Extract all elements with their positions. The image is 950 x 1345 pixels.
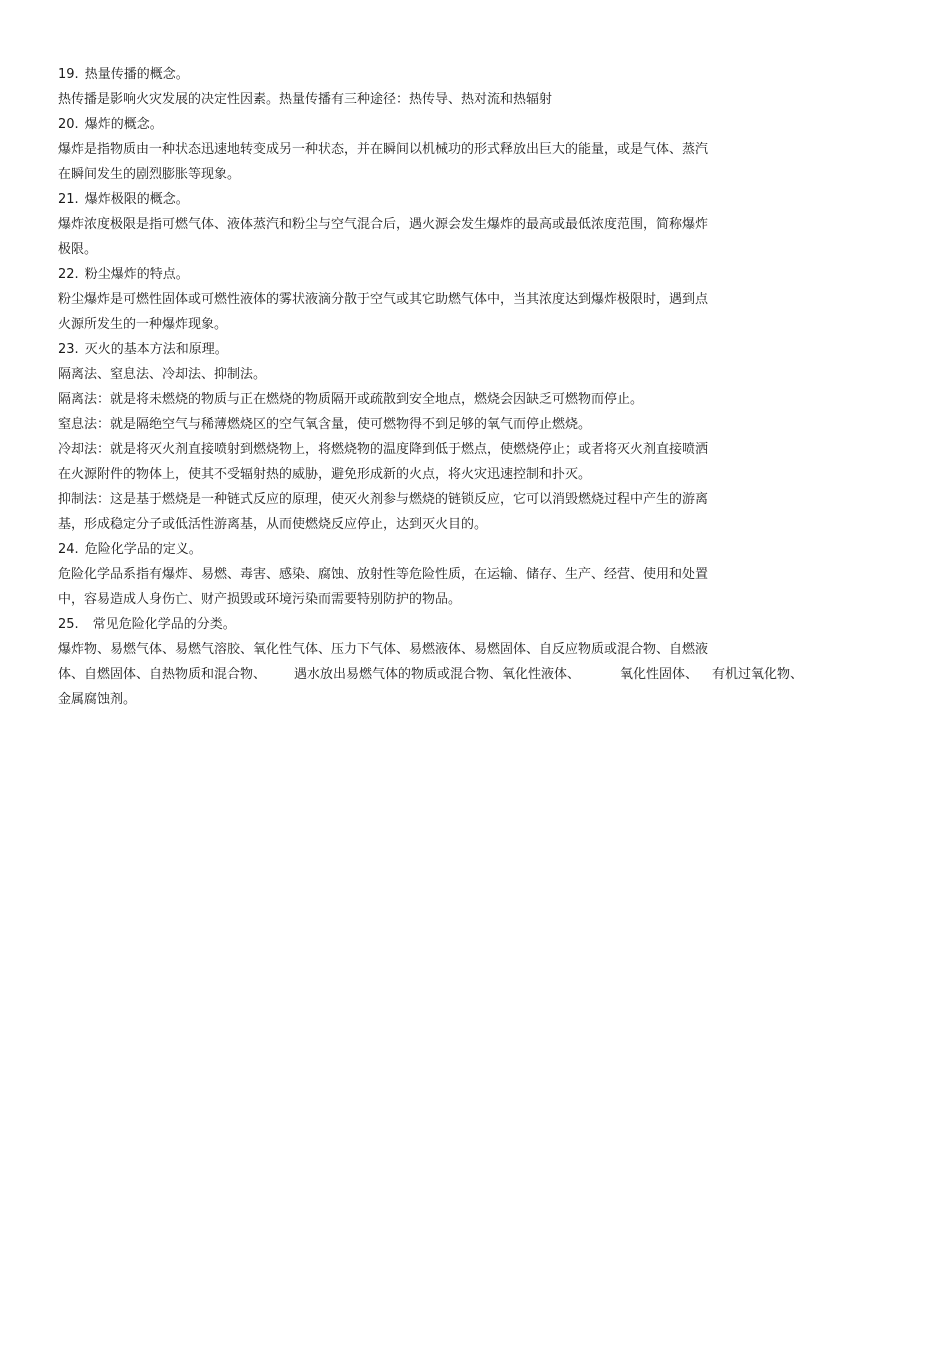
paragraph-line: 火源所发生的一种爆炸现象。 [58, 317, 228, 332]
paragraph-line: 抑制法：这是基于燃烧是一种链式反应的原理，使灭火剂参与燃烧的链锁反应，它可以消毁燃烧过程中产生的游离 [58, 492, 709, 507]
paragraph-line: 危险化学品系指有爆炸、易燃、毒害、感染、腐蚀、放射性等危险性质，在运输、储存、生产、经营、使用和处置 [58, 567, 709, 582]
section-heading-23: 23. 灭火的基本方法和原理。 [58, 342, 228, 357]
section-heading-25: 25. 常见危险化学品的分类。 [58, 617, 236, 632]
section-heading-20: 20. 爆炸的概念。 [58, 117, 163, 132]
section-heading-19: 19. 热量传播的概念。 [58, 67, 189, 82]
paragraph-line: 热传播是影响火灾发展的决定性因素。热量传播有三种途径：热传导、热对流和热辐射 [58, 92, 553, 107]
section-heading-24: 24. 危险化学品的定义。 [58, 542, 202, 557]
paragraph-line: 基，形成稳定分子或低活性游离基，从而使燃烧反应停止，达到灭火目的。 [58, 517, 488, 532]
paragraph-line: 爆炸浓度极限是指可燃气体、液体蒸汽和粉尘与空气混合后，遇火源会发生爆炸的最高或最低浓度范围，简称爆炸 [58, 217, 709, 232]
paragraph-line: 隔离法、窒息法、冷却法、抑制法。 [58, 367, 267, 382]
paragraph-line: 隔离法：就是将未燃烧的物质与正在燃烧的物质隔开或疏散到安全地点，燃烧会因缺乏可燃物而停止。 [58, 392, 644, 407]
paragraph-line-spaced: 体、自燃固体、自热物质和混合物、 遇水放出易燃气体的物质或混合物、氧化性液体、 氧化性固体、 有机过氧化物、 [58, 667, 804, 682]
paragraph-line: 窒息法：就是隔绝空气与稀薄燃烧区的空气氧含量，使可燃物得不到足够的氧气而停止燃烧。 [58, 417, 592, 432]
paragraph-line: 粉尘爆炸是可燃性固体或可燃性液体的雾状液滴分散于空气或其它助燃气体中，当其浓度达到爆炸极限时，遇到点 [58, 292, 709, 307]
paragraph-line: 极限。 [58, 242, 98, 257]
section-heading-22: 22. 粉尘爆炸的特点。 [58, 267, 189, 282]
paragraph-line: 爆炸是指物质由一种状态迅速地转变成另一种状态，并在瞬间以机械功的形式释放出巨大的能量，或是气体、蒸汽 [58, 142, 709, 157]
paragraph-line: 在瞬间发生的剧烈膨胀等现象。 [58, 167, 241, 182]
paragraph-line: 在火源附件的物体上，使其不受辐射热的威胁，避免形成新的火点，将火灾迅速控制和扑灭。 [58, 467, 592, 482]
paragraph-line: 冷却法：就是将灭火剂直接喷射到燃烧物上，将燃烧物的温度降到低于燃点，使燃烧停止；或者将灭火剂直接喷洒 [58, 442, 709, 457]
section-heading-21: 21. 爆炸极限的概念。 [58, 192, 189, 207]
document-page [58, 62, 888, 712]
paragraph-line: 爆炸物、易燃气体、易燃气溶胶、氧化性气体、压力下气体、易燃液体、易燃固体、自反应物质或混合物、自燃液 [58, 642, 709, 657]
paragraph-line: 中，容易造成人身伤亡、财产损毁或环境污染而需要特别防护的物品。 [58, 592, 462, 607]
paragraph-line: 金属腐蚀剂。 [58, 692, 137, 707]
